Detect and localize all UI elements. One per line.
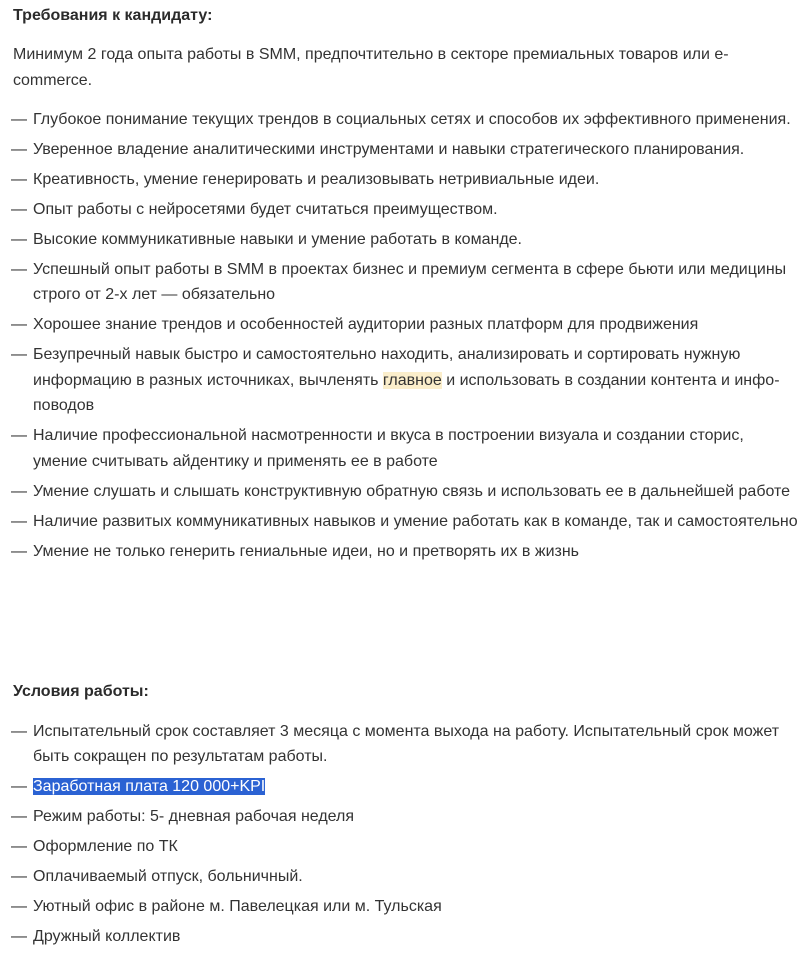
list-item: — Уверенное владение аналитическими инструментами и навыки стратегического планирования.	[11, 141, 745, 158]
list-item: — Уютный офис в районе м. Павелецкая или м. Тульская	[11, 898, 442, 916]
conditions-list	[11, 719, 801, 954]
list-item: — Умение слушать и слышать конструктивную обратную связь и использовать ее в дальнейшей работе	[11, 482, 791, 500]
requirements-list	[11, 107, 801, 569]
list-item: — Наличие профессиональной насмотренности и вкуса в построении визуала и создании сторис, умение считывать айдентику и применять ее в работе	[11, 427, 744, 470]
list-item: — Оформление по ТК	[11, 838, 178, 856]
list-item: — Хорошее знание трендов и особенностей аудитории разных платформ для продвижения	[11, 316, 699, 334]
list-item: — Высокие коммуникативные навыки и умение работать в команде.	[11, 231, 522, 248]
list-item: — Испытательный срок составляет 3 месяца с момента выхода на работу. Испытательный срок может быть сокращен по результатам работы.	[11, 723, 780, 766]
list-item: — Креативность, умение генерировать и реализовывать нетривиальные идеи.	[11, 171, 600, 188]
list-item: — Заработная плата 120 000+KPI	[11, 778, 266, 796]
highlighted-word: главное	[382, 371, 442, 389]
list-item: — Режим работы: 5- дневная рабочая неделя	[11, 808, 355, 826]
list-item: — Глубокое понимание текущих трендов в социальных сетях и способов их эффективного применения.	[11, 111, 791, 128]
list-item: — Опыт работы с нейросетями будет считаться преимуществом.	[11, 201, 498, 218]
list-item: — Умение не только генерить гениальные идеи, но и претворять их в жизнь	[11, 542, 580, 560]
requirements-intro: Минимум 2 года опыта работы в SMM, предпочтительно в секторе премиальных товаров или e-commerce.	[13, 46, 729, 89]
list-item: — Дружный коллектив	[11, 928, 181, 946]
list-item: — Наличие развитых коммуникативных навыков и умение работать как в команде, так и самостоятельно	[11, 512, 798, 530]
list-item: — Успешный опыт работы в SMM в проектах бизнес и премиум сегмента в сфере бьюти или медицины строго от 2-х лет — обязательно	[11, 261, 787, 304]
conditions-heading: Условия работы:	[13, 683, 149, 700]
requirements-heading: Требования к кандидату:	[13, 7, 213, 24]
list-item: — Оплачиваемый отпуск, больничный.	[11, 868, 303, 886]
list-item: — Безупречный навык быстро и самостоятельно находить, анализировать и сортировать нужную информацию в разных источниках, вычленять главное и использовать в создании контента и инфо-поводов	[11, 346, 780, 415]
selected-salary-text[interactable]: Заработная плата 120 000+KPI	[33, 778, 266, 796]
